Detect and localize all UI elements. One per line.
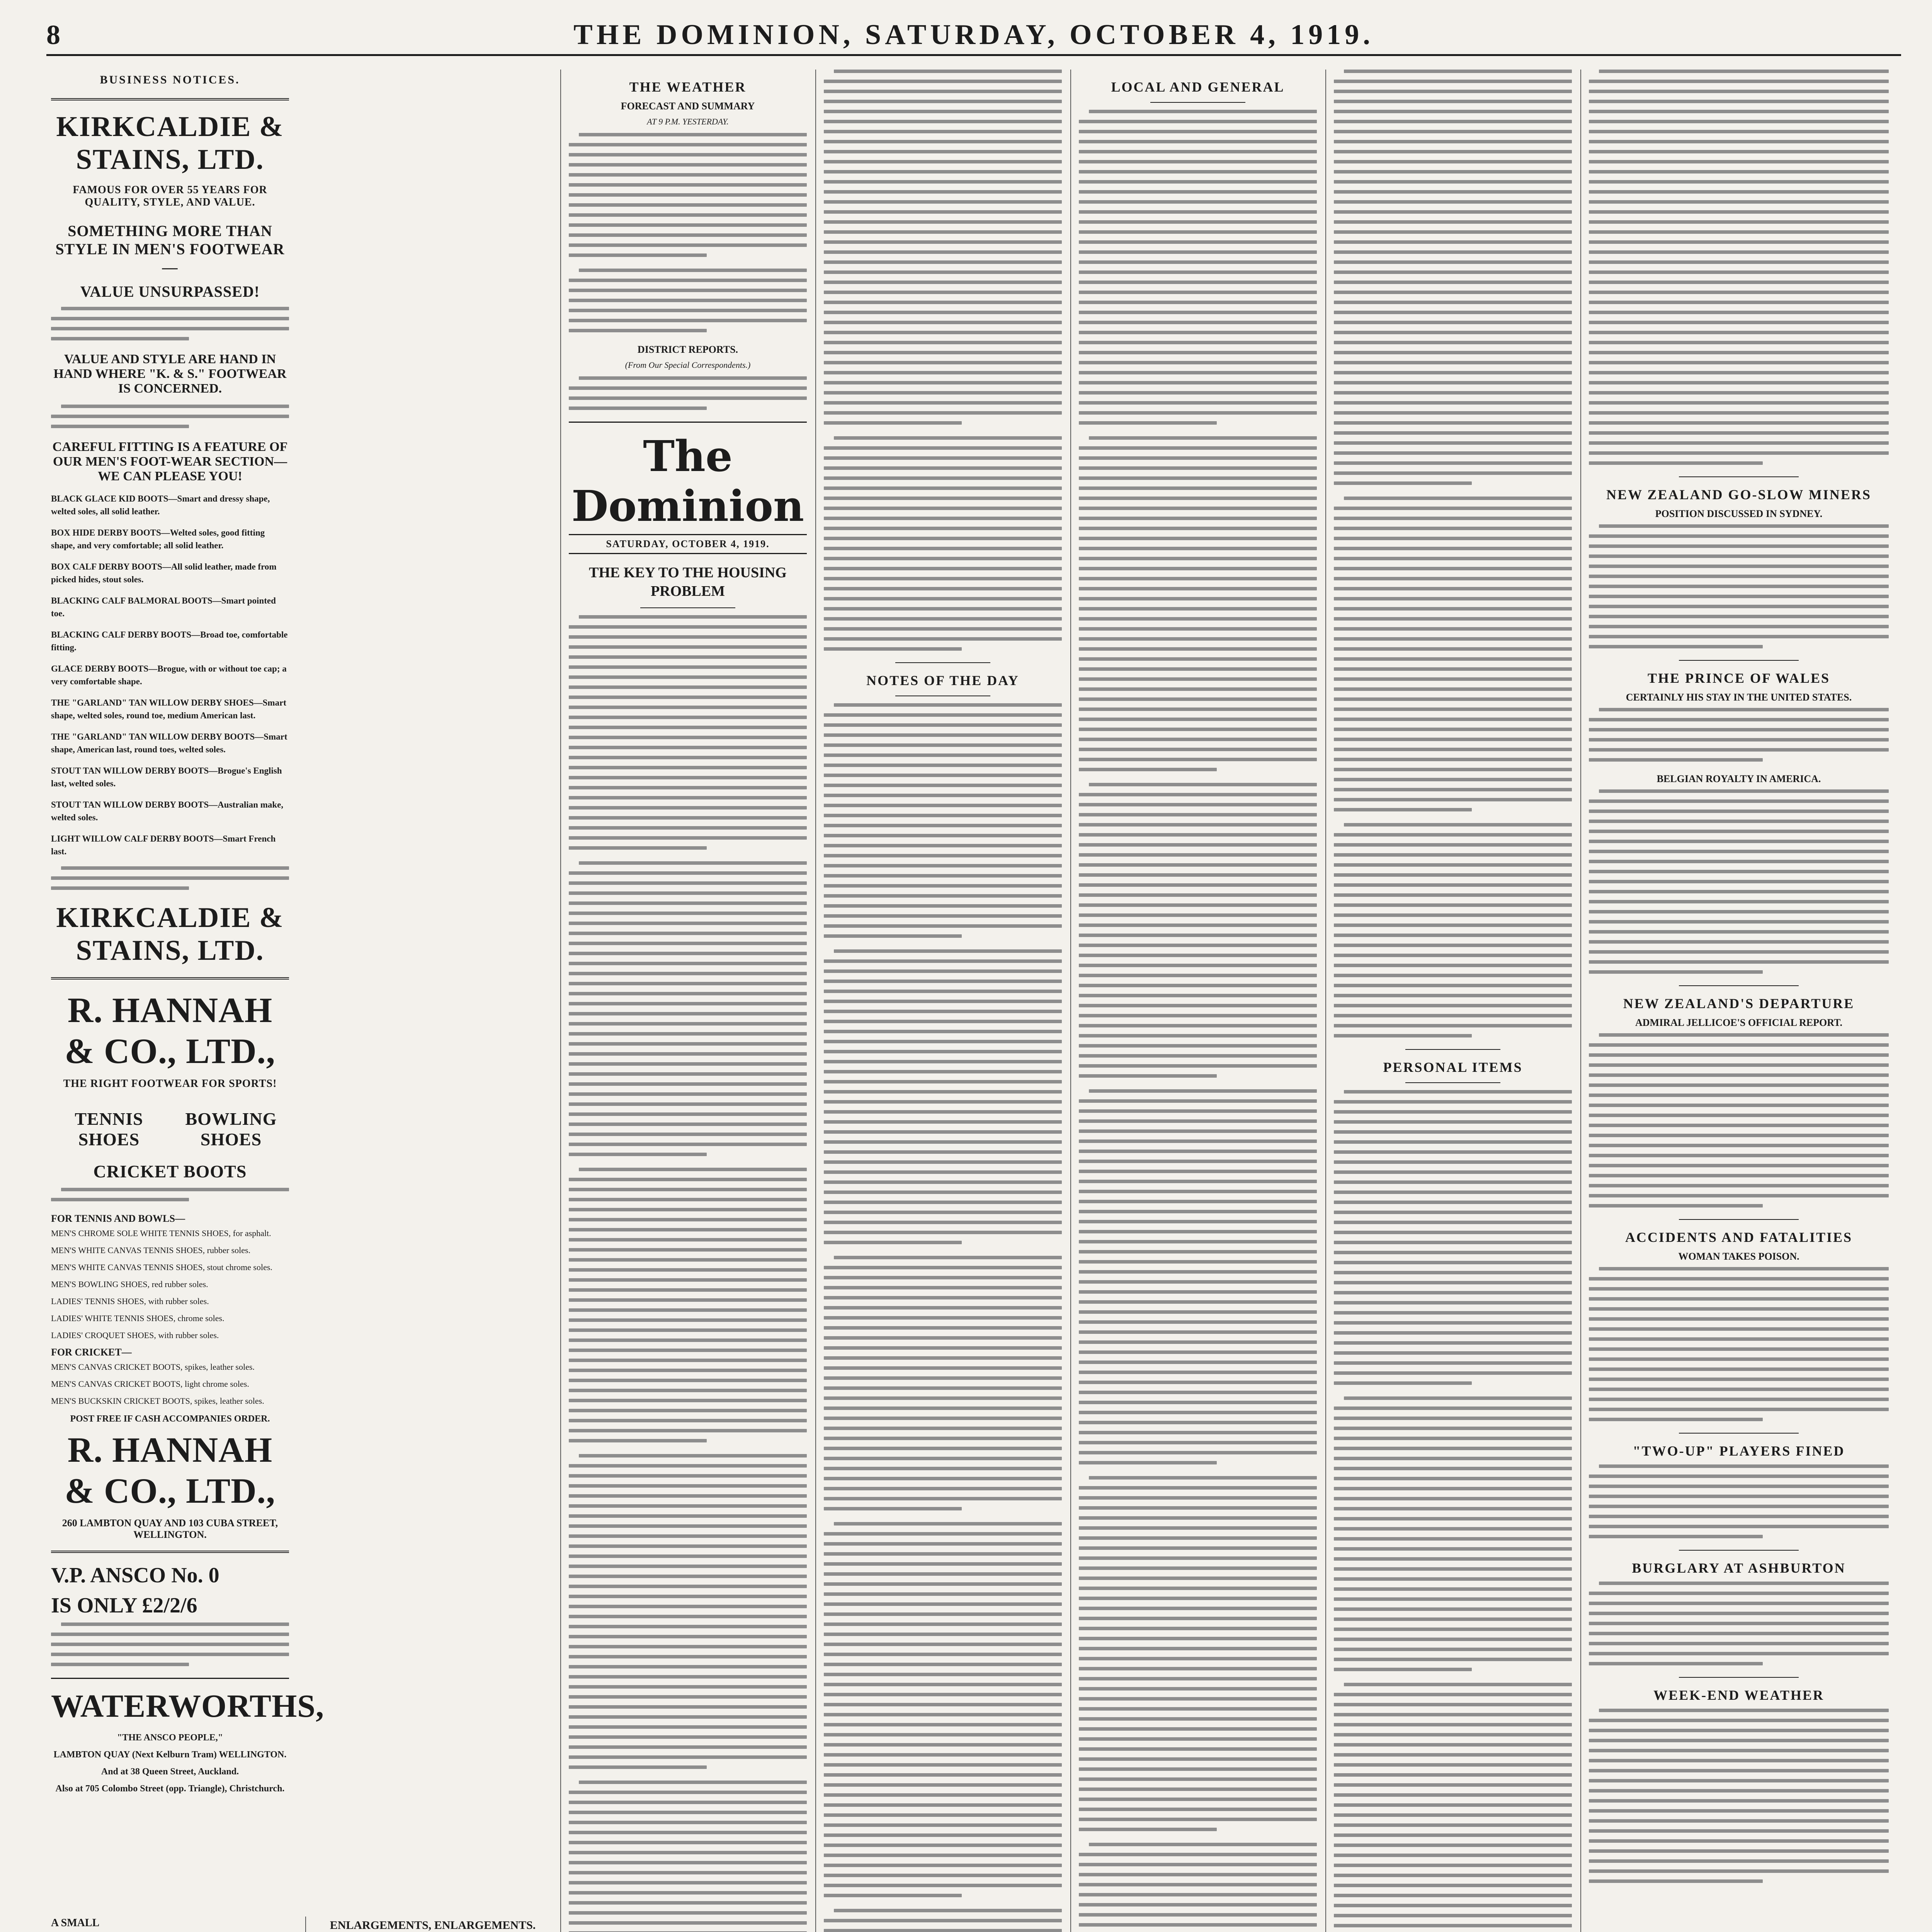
tennis-item: MEN'S CHROME SOLE WHITE TENNIS SHOES, for asphalt.: [51, 1228, 271, 1238]
column-6-personal-items: [1329, 70, 1577, 1932]
body-text: [569, 269, 807, 332]
hannah-brand: R. HANNAH & CO., LTD.,: [65, 990, 276, 1071]
belgian-royalty-heading: BELGIAN ROYALTY IN AMERICA.: [1656, 773, 1821, 784]
body-text: [1079, 783, 1317, 1078]
product-item: BOX CALF DERBY BOOTS—All solid leather, made from picked hides, stout soles.: [51, 562, 277, 584]
body-text: [1334, 1396, 1572, 1671]
body-text: [1589, 1267, 1889, 1421]
body-text: [824, 436, 1062, 651]
body-text: [569, 861, 807, 1156]
body-text: [569, 376, 807, 410]
woman-poison-subheading: WOMAN TAKES POISON.: [1678, 1251, 1799, 1262]
column-3-weather-and-leader: [564, 70, 811, 1932]
personal-items-heading: PERSONAL ITEMS: [1383, 1060, 1523, 1075]
product-item: THE "GARLAND" TAN WILLOW DERBY SHOES—Smart shape, welted soles, round toe, medium American last.: [51, 698, 286, 720]
for-cricket-label: FOR CRICKET—: [51, 1347, 132, 1358]
body-text: [824, 1909, 1062, 1932]
go-slow-miners-heading: NEW ZEALAND GO-SLOW MINERS: [1606, 487, 1871, 502]
product-item: GLACE DERBY BOOTS—Brogue, with or without toe cap; a very comfortable shape.: [51, 664, 287, 686]
body-text: [1589, 1033, 1889, 1208]
for-tennis-label: FOR TENNIS AND BOWLS—: [51, 1213, 185, 1224]
weekend-weather-heading: WEEK-END WEATHER: [1653, 1687, 1824, 1703]
weather-subheading: FORECAST AND SUMMARY: [621, 100, 755, 112]
prince-of-wales-subheading: CERTAINLY HIS STAY IN THE UNITED STATES.: [1626, 692, 1852, 703]
leader-dateline: SATURDAY, OCTOBER 4, 1919.: [569, 534, 807, 554]
body-text: [1589, 1709, 1889, 1883]
tennis-item: MEN'S WHITE CANVAS TENNIS SHOES, rubber soles.: [51, 1245, 251, 1255]
product-item: BLACKING CALF BALMORAL BOOTS—Smart pointed toe.: [51, 596, 276, 618]
product-item: BLACK GLACE KID BOOTS—Smart and dressy shape, welted soles, all solid leather.: [51, 494, 270, 516]
product-item: STOUT TAN WILLOW DERBY BOOTS—Australian make, welted soles.: [51, 800, 284, 822]
style-heading: SOMETHING MORE THAN STYLE IN MEN'S FOOTWEAR—: [55, 222, 285, 276]
page-number: 8: [46, 19, 60, 50]
body-text: [1334, 70, 1572, 485]
body-text: [569, 1454, 807, 1769]
column-7-cable-news: [1584, 70, 1893, 1932]
cricket-item: MEN'S CANVAS CRICKET BOOTS, spikes, leather soles.: [51, 1362, 255, 1372]
district-reports-heading: DISTRICT REPORTS.: [637, 344, 738, 355]
body-text: [51, 866, 289, 890]
body-text: [824, 70, 1062, 425]
body-text: [824, 949, 1062, 1244]
product-item: BOX HIDE DERBY BOOTS—Welted soles, good fitting shape, and very comfortable; all solid leather.: [51, 528, 265, 550]
waterworths-address-3: Also at 705 Colombo Street (opp. Triangle), Christchurch.: [55, 1784, 285, 1794]
kirkcaldie-tagline: FAMOUS FOR OVER 55 YEARS FOR QUALITY, STYLE, AND VALUE.: [73, 184, 267, 208]
notes-of-the-day-heading: NOTES OF THE DAY: [866, 673, 1019, 688]
column-5-local-and-general: [1074, 70, 1321, 1932]
body-text: [1079, 110, 1317, 425]
cricket-item: MEN'S BUCKSKIN CRICKET BOOTS, spikes, leather soles.: [51, 1396, 264, 1406]
prince-of-wales-heading: THE PRINCE OF WALES: [1647, 670, 1830, 686]
column-2-small-ads: [46, 1917, 301, 1932]
body-text: [1334, 1683, 1572, 1932]
body-text: [1589, 789, 1889, 974]
post-free-note: POST FREE IF CASH ACCOMPANIES ORDER.: [70, 1414, 270, 1424]
tennis-shoes-heading: TENNIS SHOES: [75, 1109, 143, 1149]
hannah-address: 260 LAMBTON QUAY AND 103 CUBA STREET, WELLINGTON.: [62, 1517, 278, 1540]
body-text: [569, 1781, 807, 1932]
waterworths-brand: WATERWORTHS,: [51, 1688, 325, 1724]
body-text: [1334, 497, 1572, 811]
weather-time: AT 9 P.M. YESTERDAY.: [647, 117, 729, 126]
body-text: [824, 1256, 1062, 1510]
waterworths-address-2: And at 38 Queen Street, Auckland.: [101, 1767, 239, 1777]
body-text: [569, 133, 807, 257]
accidents-heading: ACCIDENTS AND FATALITIES: [1625, 1230, 1853, 1245]
ansco-heading: V.P. ANSCO No. 0: [51, 1563, 219, 1587]
column-4-notes-of-the-day: [819, 70, 1066, 1932]
kirkcaldie-brand-repeat: KIRKCALDIE & STAINS, LTD.: [56, 902, 284, 966]
two-up-heading: "TWO-UP" PLAYERS FINED: [1633, 1443, 1845, 1459]
go-slow-miners-subheading: POSITION DISCUSSED IN SYDNEY.: [1655, 508, 1823, 519]
column-2b-small-ads: [309, 1917, 556, 1932]
product-item: BLACKING CALF DERBY BOOTS—Broad toe, comfortable fitting.: [51, 630, 288, 652]
running-title: THE DOMINION, SATURDAY, OCTOBER 4, 1919.: [573, 19, 1374, 51]
district-reports-note: (From Our Special Correspondents.): [625, 360, 751, 370]
nz-departure-heading: NEW ZEALAND'S DEPARTURE: [1623, 996, 1855, 1011]
masthead: [46, 15, 1901, 56]
product-item: THE "GARLAND" TAN WILLOW DERBY BOOTS—Smart shape, American last, round toes, welted soles.: [51, 732, 287, 754]
ansco-price: IS ONLY £2/2/6: [51, 1594, 197, 1617]
cricket-item: MEN'S CANVAS CRICKET BOOTS, light chrome soles.: [51, 1379, 249, 1389]
body-text: [569, 1168, 807, 1442]
body-text: [1589, 70, 1889, 465]
body-text: [824, 1522, 1062, 1897]
body-text: [1334, 1090, 1572, 1385]
weather-heading: THE WEATHER: [629, 79, 747, 95]
kirkcaldie-brand: KIRKCALDIE & STAINS, LTD.: [56, 111, 284, 175]
body-text: [1079, 1089, 1317, 1464]
body-text: [569, 615, 807, 850]
tennis-item: LADIES' WHITE TENNIS SHOES, chrome soles.: [51, 1313, 224, 1323]
enlargements-heading: ENLARGEMENTS, ENLARGEMENTS.: [330, 1919, 536, 1932]
local-and-general-heading: LOCAL AND GENERAL: [1111, 79, 1285, 95]
body-text: [1079, 436, 1317, 771]
section-label: BUSINESS NOTICES.: [100, 73, 240, 86]
body-text: [824, 703, 1062, 938]
hannah-brand-repeat: R. HANNAH & CO., LTD.,: [65, 1430, 276, 1510]
product-item: LIGHT WILLOW CALF DERBY BOOTS—Smart French last.: [51, 834, 276, 856]
tennis-item: LADIES' CROQUET SHOES, with rubber soles.: [51, 1330, 219, 1340]
tennis-item: MEN'S WHITE CANVAS TENNIS SHOES, stout chrome soles.: [51, 1262, 272, 1272]
burglary-heading: BURGLARY AT ASHBURTON: [1632, 1560, 1846, 1576]
value-footer: VALUE AND STYLE ARE HAND IN HAND WHERE "K. & S." FOOTWEAR IS CONCERNED.: [53, 352, 287, 396]
body-text: [1079, 1843, 1317, 1932]
body-text: [1589, 1582, 1889, 1665]
body-text: [1334, 823, 1572, 1037]
body-text: [51, 307, 289, 340]
body-text: [51, 1188, 289, 1201]
product-item: STOUT TAN WILLOW DERBY BOOTS—Brogue's English last, welted soles.: [51, 766, 282, 788]
newspaper-flag: The Dominion: [571, 431, 804, 531]
cricket-boots-heading: CRICKET BOOTS: [93, 1162, 247, 1181]
waterworths-address: LAMBTON QUAY (Next Kelburn Tram) WELLINGTON.: [53, 1750, 287, 1760]
bowling-shoes-heading: BOWLING SHOES: [185, 1109, 277, 1149]
body-text: [1589, 1464, 1889, 1538]
body-text: [1079, 1476, 1317, 1831]
hannah-tagline: THE RIGHT FOOTWEAR FOR SPORTS!: [63, 1078, 277, 1090]
fitting-heading: CAREFUL FITTING IS A FEATURE OF OUR MEN'S FOOT-WEAR SECTION—WE CAN PLEASE YOU!: [52, 440, 288, 483]
leader-heading: THE KEY TO THE HOUSING PROBLEM: [589, 565, 787, 599]
body-text: [1589, 524, 1889, 648]
value-heading: VALUE UNSURPASSED!: [80, 283, 260, 300]
nz-departure-subheading: ADMIRAL JELLICOE'S OFFICIAL REPORT.: [1635, 1017, 1843, 1028]
waterworths-tagline: "THE ANSCO PEOPLE,": [117, 1733, 223, 1743]
tennis-item: MEN'S BOWLING SHOES, red rubber soles.: [51, 1279, 208, 1289]
tennis-item: LADIES' TENNIS SHOES, with rubber soles.: [51, 1296, 209, 1306]
body-text: [51, 405, 289, 428]
body-text: [51, 1622, 289, 1666]
column-1-business-notices: [46, 70, 325, 1932]
body-text: [1589, 708, 1889, 762]
suitings-ad-line: A SMALL: [51, 1917, 100, 1929]
